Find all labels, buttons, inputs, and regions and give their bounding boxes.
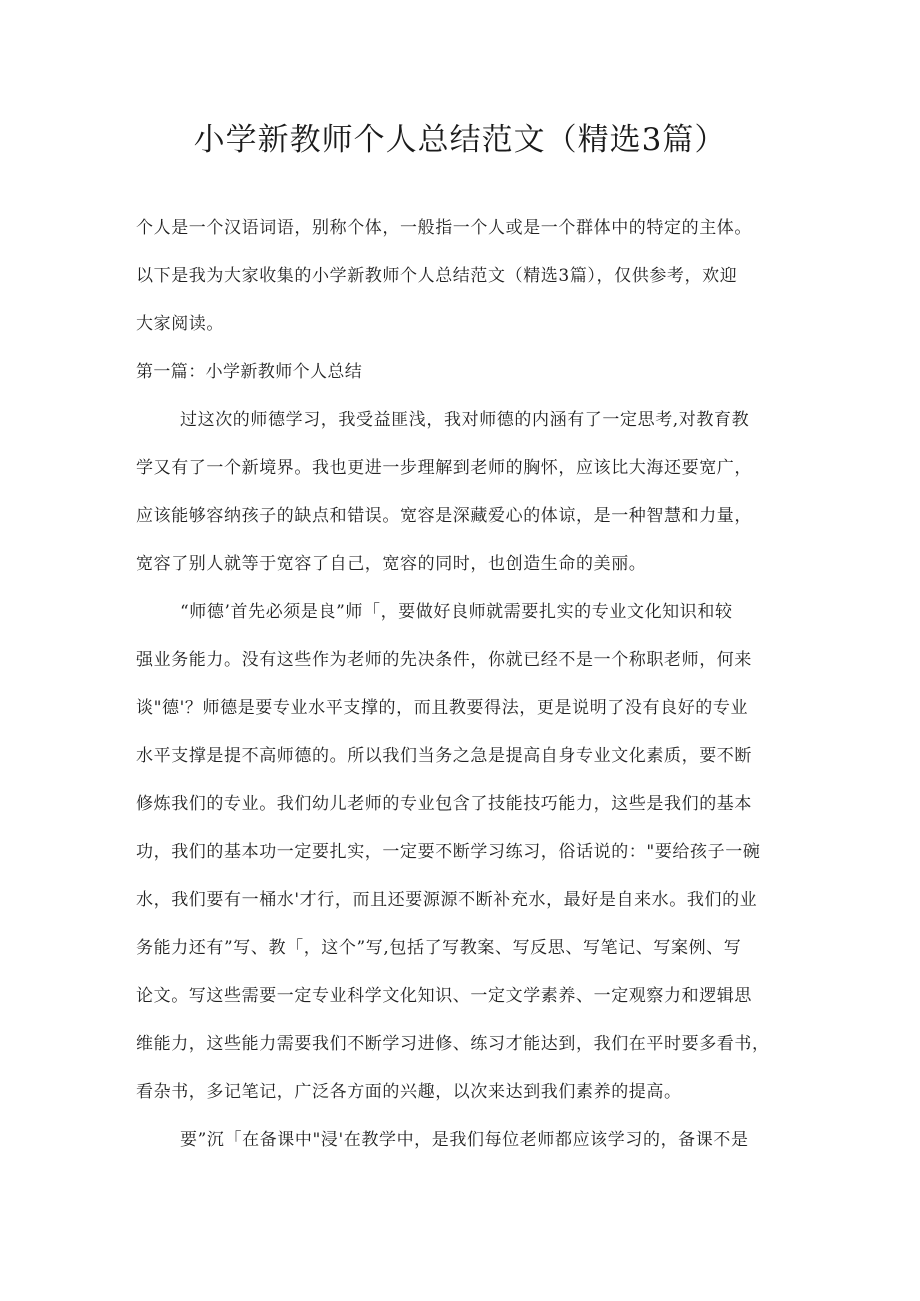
body-line-18: 维能力，这些能力需要我们不断学习进修、练习才能达到，我们在平时要多看书， xyxy=(136,1034,770,1054)
body-line-5: 过这次的师德学习，我受益匪浅，我对师德的内涵有了一定思考,对教育教 xyxy=(180,410,750,430)
document-title: 小学新教师个人总结范文（精选3篇） xyxy=(193,122,727,158)
body-line-2: 以下是我为大家收集的小学新教师个人总结范文（精选3篇），仅供参考，欢迎 xyxy=(136,266,738,286)
body-line-6: 学又有了一个新境界。我也更进一步理解到老师的胸怀，应该比大海还要宽广， xyxy=(136,458,752,478)
body-line-20: 要”沉「在备课中"浸'在教学中，是我们每位老师都应该学习的，备课不是 xyxy=(180,1130,749,1150)
body-line-8: 宽容了别人就等于宽容了自己，宽容的同时，也创造生命的美丽。 xyxy=(136,554,647,574)
section-heading: 第一篇：小学新教师个人总结 xyxy=(136,362,363,382)
body-line-1: 个人是一个汉语词语，别称个体，一般指一个人或是一个群体中的特定的主体。 xyxy=(136,218,752,238)
body-line-16: 务能力还有”写、教「，这个”写,包括了写教案、写反思、写笔记、写案例、写 xyxy=(136,938,742,958)
body-line-15: 水，我们要有一桶水'才行，而且还要源源不断补充水，最好是自来水。我们的业 xyxy=(136,890,758,910)
body-line-10: 强业务能力。没有这些作为老师的先决条件，你就已经不是一个称职老师，何来 xyxy=(136,650,752,670)
body-line-11: 谈"德'？师德是要专业水平支撑的，而且教要得法，更是说明了没有良好的专业 xyxy=(136,698,749,718)
body-line-7: 应该能够容纳孩子的缺点和错误。宽容是深藏爱心的体谅，是一种智慧和力量， xyxy=(136,506,752,526)
body-line-3: 大家阅读。 xyxy=(136,314,224,334)
body-line-12: 水平支撑是提不高师德的。所以我们当务之急是提高自身专业文化素质，要不断 xyxy=(136,746,752,766)
body-line-9: “师德’首先必须是良”师「，要做好良师就需要扎实的专业文化知识和较 xyxy=(180,602,733,622)
document-body xyxy=(136,204,796,1164)
body-line-13: 修炼我们的专业。我们幼儿老师的专业包含了技能技巧能力，这些是我们的基本 xyxy=(136,794,752,814)
body-line-17: 论文。写这些需要一定专业科学文化知识、一定文学素养、一定观察力和逻辑思 xyxy=(136,986,752,1006)
body-line-19: 看杂书，多记笔记，广泛各方面的兴趣，以次来达到我们素养的提高。 xyxy=(136,1082,682,1102)
body-line-14: 功，我们的基本功一定要扎实，一定要不断学习练习，俗话说的："要给孩子一碗 xyxy=(136,842,761,862)
